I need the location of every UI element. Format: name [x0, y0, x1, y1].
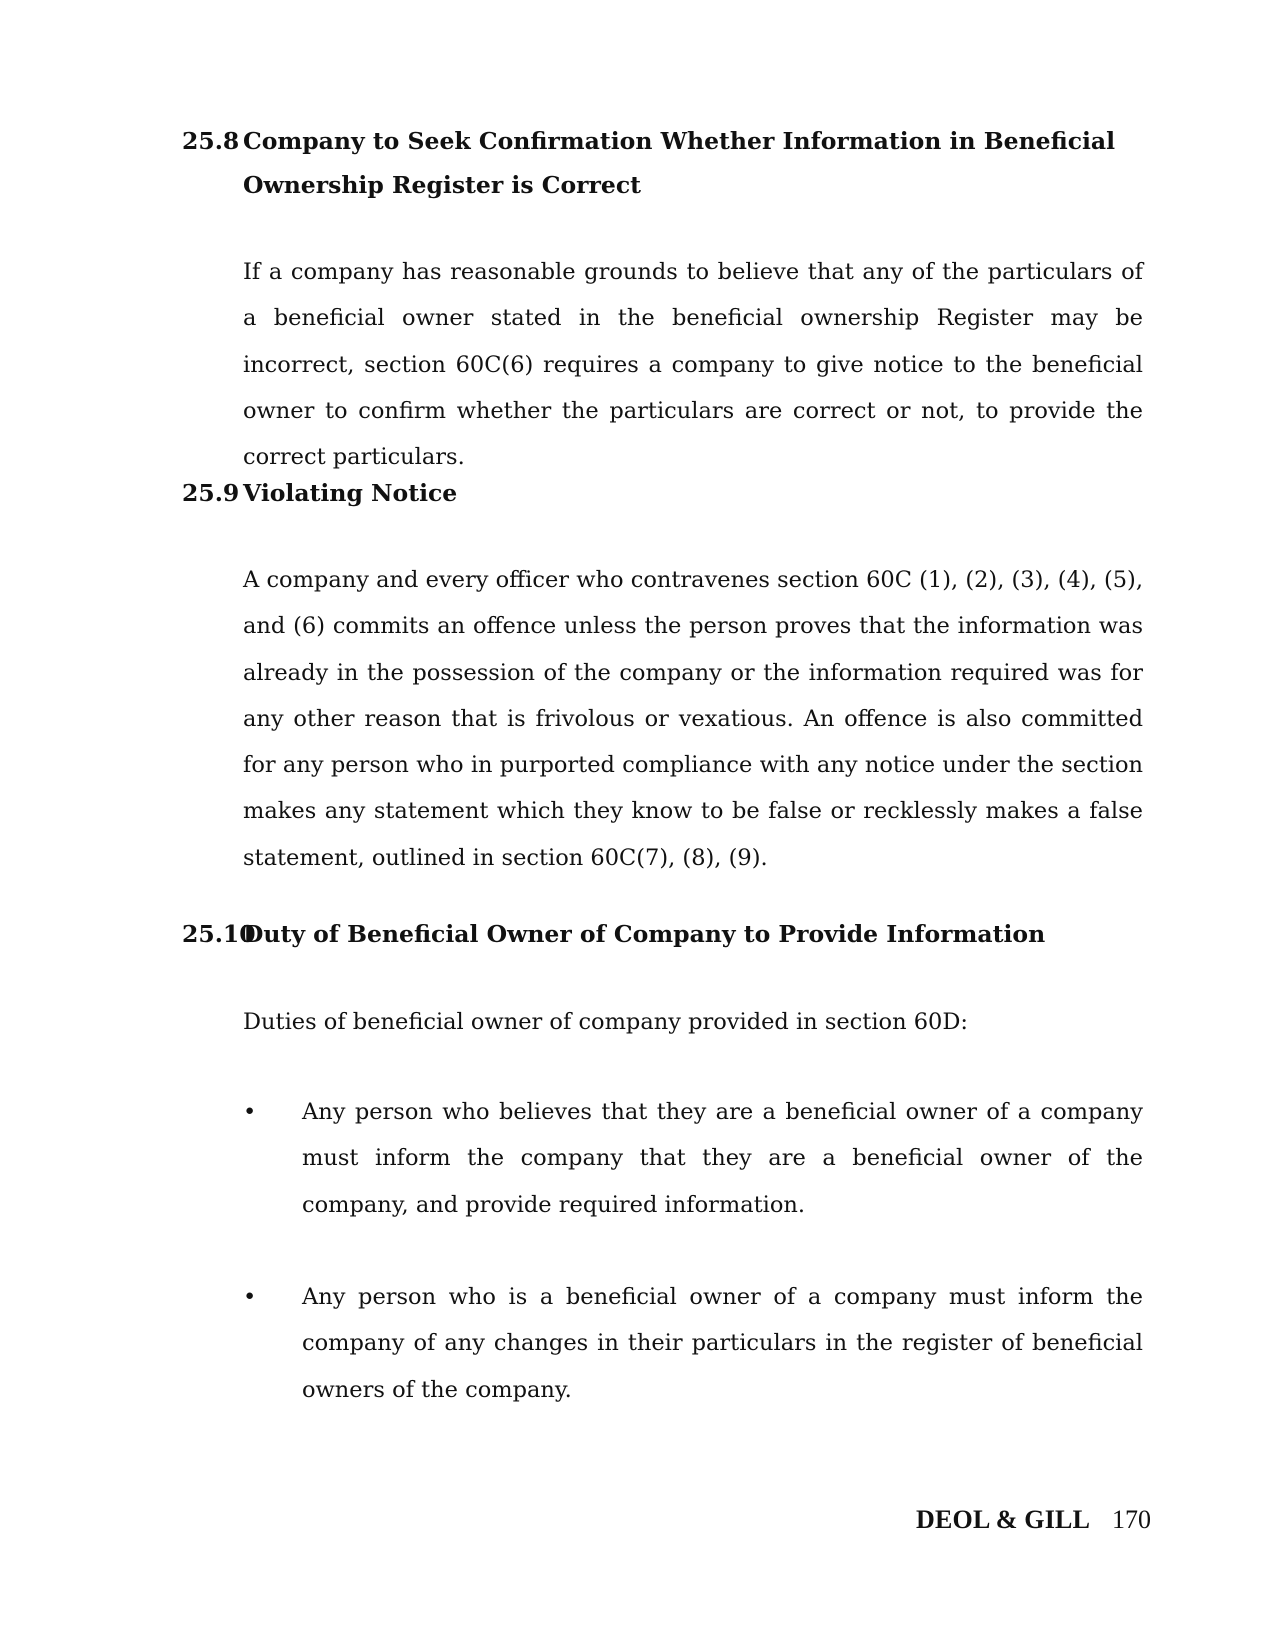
bullet-icon: •	[243, 1099, 257, 1125]
section-heading-25-9	[182, 471, 1142, 515]
list-item	[243, 1274, 1143, 1413]
section-number: 25.9	[182, 479, 240, 507]
section-paragraph: If a company has reasonable grounds to believe that any of the particulars of a beneficial owner stated in the beneficial ownership Register may be incorrect, section 60C(6) requires a company to give notice to the beneficial owner to confirm whether the particulars are correct or not, to provide the correct particulars.	[243, 259, 1143, 471]
section-heading-25-10	[182, 912, 1142, 956]
section-heading-25-8	[182, 119, 1142, 207]
section-number: 25.8	[182, 127, 240, 155]
section-title: Duty of Beneficial Owner of Company to Provide Information	[243, 920, 1046, 948]
list-item	[243, 1089, 1143, 1228]
section-title: Company to Seek Confirmation Whether Information in Beneficial Ownership Register is Correct	[243, 127, 1116, 199]
page-footer	[880, 1500, 1160, 1540]
footer-brand: DEOL & GILL	[916, 1505, 1091, 1534]
bullet-icon: •	[243, 1284, 257, 1310]
section-title: Violating Notice	[243, 479, 458, 507]
section-number: 25.10	[182, 920, 256, 948]
page-number: 170	[1112, 1505, 1151, 1534]
section-intro: Duties of beneficial owner of company provided in section 60D:	[243, 1009, 968, 1035]
section-paragraph: A company and every officer who contravenes section 60C (1), (2), (3), (4), (5), and (6) commits an offence unless the person proves that the information was already in the possession of the company or the information required was for any other reason that is frivolous or vexatious. An offence is also committed for any person who in purported compliance with any notice under the section makes any statement which they know to be false or recklessly makes a false statement, outlined in section 60C(7), (8), (9).	[243, 567, 1143, 871]
list-item-text: Any person who believes that they are a beneficial owner of a company must inform the company that they are a beneficial owner of the company, and provide required information.	[302, 1099, 1143, 1218]
list-item-text: Any person who is a beneficial owner of a company must inform the company of any changes in their particulars in the register of beneficial owners of the company.	[302, 1284, 1143, 1403]
